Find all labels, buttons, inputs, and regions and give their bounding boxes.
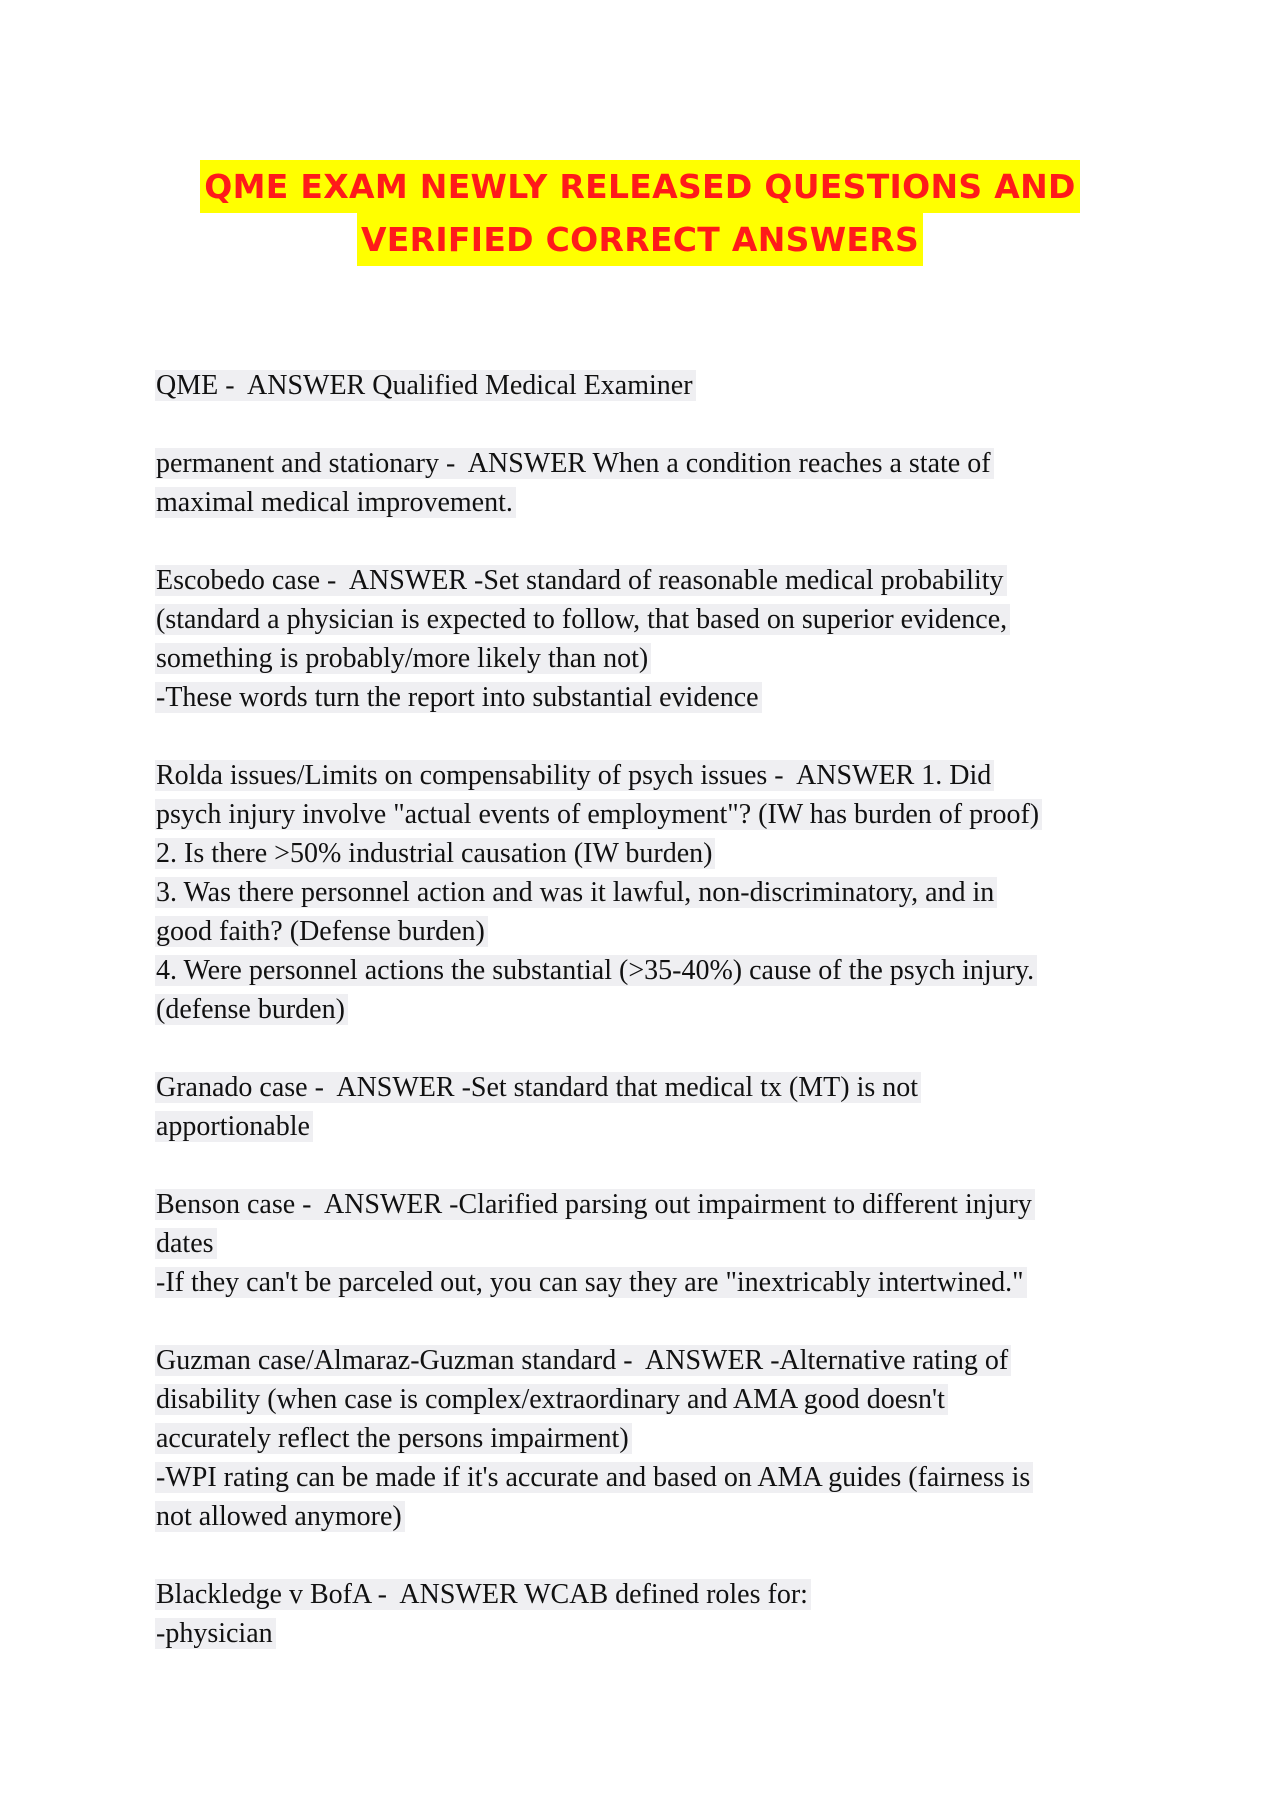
qa-list [155, 366, 1125, 1692]
entry-line: apportionable [155, 1111, 313, 1142]
entry-line: accurately reflect the persons impairment) [155, 1423, 632, 1454]
document-title [0, 160, 1280, 266]
entry-line: Granado case - ANSWER -Set standard that medical tx (MT) is not [155, 1072, 921, 1103]
entry-line: Benson case - ANSWER -Clarified parsing out impairment to different injury [155, 1189, 1035, 1220]
qa-entry-granado [155, 1068, 1125, 1146]
entry-line: Blackledge v BofA - ANSWER WCAB defined roles for: [155, 1579, 811, 1610]
entry-line: good faith? (Defense burden) [155, 916, 488, 947]
entry-line: 3. Was there personnel action and was it lawful, non-discriminatory, and in [155, 877, 997, 908]
qa-entry-escobedo [155, 561, 1125, 717]
entry-line: -WPI rating can be made if it's accurate and based on AMA guides (fairness is [155, 1462, 1033, 1493]
entry-line: -These words turn the report into substantial evidence [155, 682, 762, 713]
qa-entry-blackledge [155, 1575, 1125, 1653]
entry-line: Rolda issues/Limits on compensability of psych issues - ANSWER 1. Did [155, 760, 994, 791]
qa-entry-qme [155, 366, 1125, 405]
entry-line: maximal medical improvement. [155, 487, 516, 518]
entry-line: 4. Were personnel actions the substantial (>35-40%) cause of the psych injury. [155, 955, 1037, 986]
title-line-1: QME EXAM NEWLY RELEASED QUESTIONS AND [200, 160, 1079, 213]
entry-line: something is probably/more likely than not) [155, 643, 651, 674]
entry-line: -physician [155, 1618, 276, 1649]
entry-line: 2. Is there >50% industrial causation (IW burden) [155, 838, 715, 869]
entry-line: psych injury involve "actual events of employment"? (IW has burden of proof) [155, 799, 1042, 830]
entry-line: not allowed anymore) [155, 1501, 405, 1532]
entry-line: disability (when case is complex/extraordinary and AMA good doesn't [155, 1384, 948, 1415]
entry-line: Guzman case/Almaraz-Guzman standard - ANSWER -Alternative rating of [155, 1345, 1011, 1376]
qa-entry-benson [155, 1185, 1125, 1302]
qa-entry-guzman [155, 1341, 1125, 1536]
entry-line: dates [155, 1228, 217, 1259]
qa-entry-rolda [155, 756, 1125, 1029]
entry-line: QME - ANSWER Qualified Medical Examiner [155, 370, 696, 401]
entry-line: permanent and stationary - ANSWER When a condition reaches a state of [155, 448, 994, 479]
entry-line: (defense burden) [155, 994, 348, 1025]
entry-line: Escobedo case - ANSWER -Set standard of reasonable medical probability [155, 565, 1007, 596]
qa-entry-permanent-stationary [155, 444, 1125, 522]
title-line-2: VERIFIED CORRECT ANSWERS [357, 213, 923, 266]
entry-line: (standard a physician is expected to follow, that based on superior evidence, [155, 604, 1010, 635]
entry-line: -If they can't be parceled out, you can say they are "inextricably intertwined." [155, 1267, 1027, 1298]
